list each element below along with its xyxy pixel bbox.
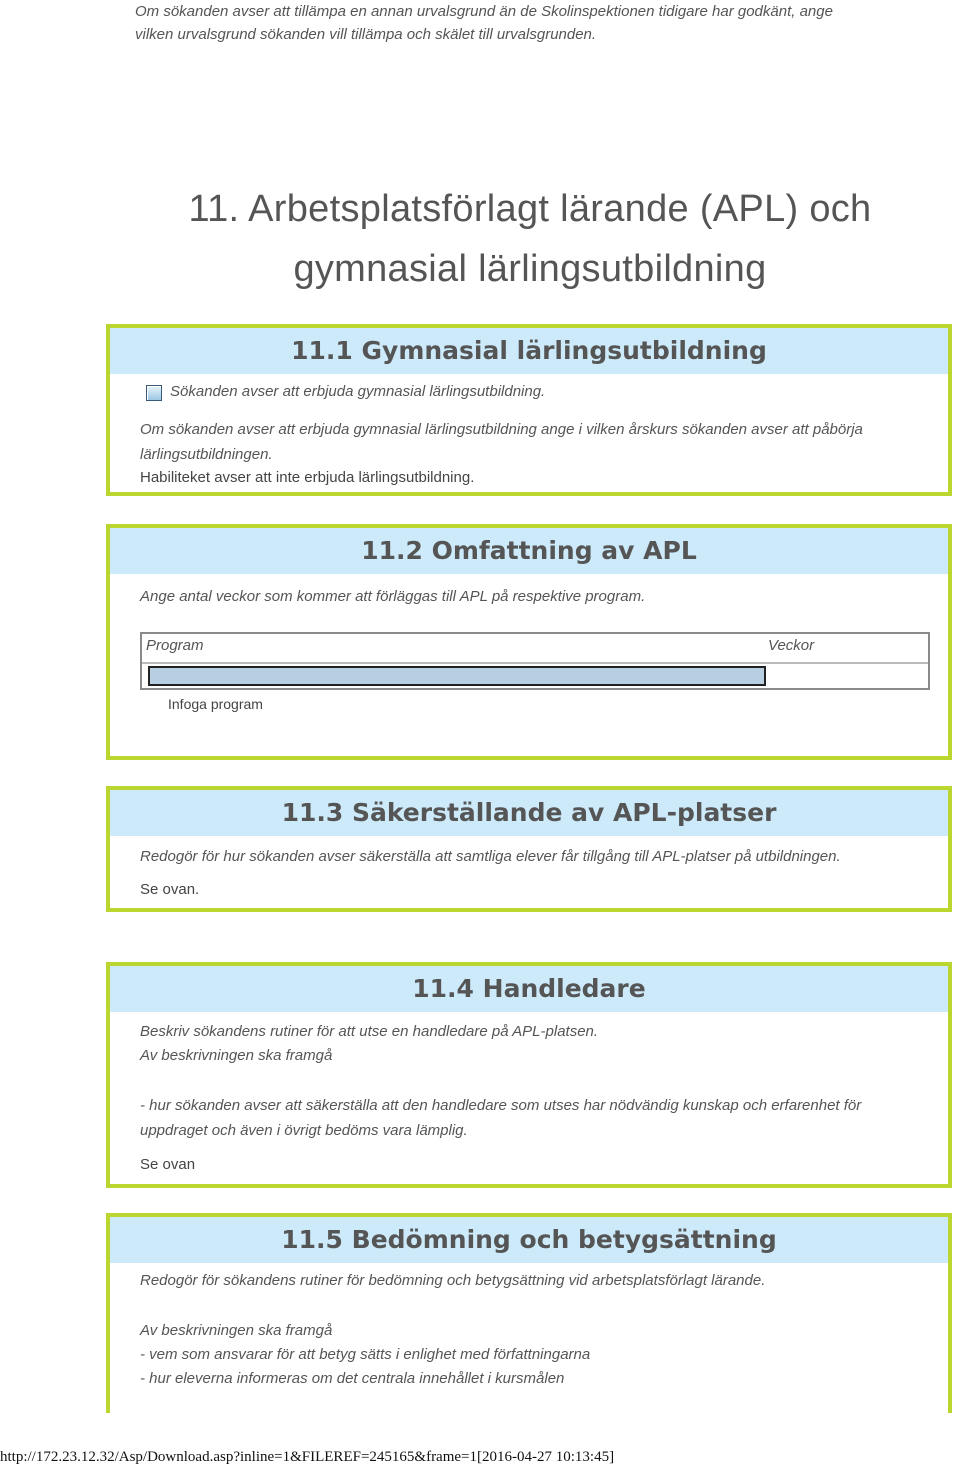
column-header-veckor: Veckor [768, 637, 815, 654]
section-11-2 [106, 524, 952, 760]
section-11-1-title: 11.1 Gymnasial lärlingsutbildning [110, 328, 948, 374]
section-11-3-title: 11.3 Säkerställande av APL-platser [110, 790, 948, 836]
chapter-heading-line-2: gymnasial lärlingsutbildning [293, 248, 767, 290]
section-11-4 [106, 962, 952, 1188]
s5-bullet-2: - hur eleverna informeras om det centrala innehållet i kursmålen [140, 1370, 565, 1387]
section-11-5-title: 11.5 Bedömning och betygsättning [110, 1217, 948, 1263]
s4-bullet-line-2: uppdraget och även i övrigt bedöms vara lämplig. [140, 1122, 468, 1139]
s4-answer[interactable]: Se ovan [140, 1156, 196, 1173]
s4-instruction-line-1: Beskriv sökandens rutiner för att utse en handledare på APL-platsen. [140, 1023, 599, 1040]
s5-sub: Av beskrivningen ska framgå [140, 1322, 333, 1339]
intro-text [135, 0, 935, 46]
column-header-program: Program [146, 637, 204, 654]
s4-instruction-line-2: Av beskrivningen ska framgå [140, 1047, 333, 1064]
section-11-5 [106, 1213, 952, 1413]
section-11-2-title: 11.2 Omfattning av APL [110, 528, 948, 574]
apl-program-table [140, 632, 930, 690]
s5-instruction: Redogör för sökandens rutiner för bedömning och betygsättning vid arbetsplatsförlagt lärande. [140, 1272, 766, 1289]
section-11-4-title: 11.4 Handledare [110, 966, 948, 1012]
s1-answer[interactable]: Habiliteket avser att inte erbjuda lärlingsutbildning. [140, 469, 475, 486]
s3-instruction: Redogör för hur sökanden avser säkerställa att samtliga elever får tillgång till APL-platser på utbildningen. [140, 848, 841, 865]
intro-line-1: Om sökanden avser att tillämpa en annan urvalsgrund än de Skolinspektionen tidigare har godkänt, ange [135, 3, 833, 20]
s1-question-line-2: lärlingsutbildningen. [140, 446, 273, 463]
lärling-checkbox-label: Sökanden avser att erbjuda gymnasial lärlingsutbildning. [170, 383, 546, 400]
intro-line-2: vilken urvalsgrund sökanden vill tillämpa och skälet till urvalsgrunden. [135, 26, 597, 43]
insert-program-link[interactable]: Infoga program [168, 696, 263, 712]
s1-question-line-1: Om sökanden avser att erbjuda gymnasial lärlingsutbildning ange i vilken årskurs sökanden avser att påbörja [140, 421, 863, 438]
footer-url: http://172.23.12.32/Asp/Download.asp?inline=1&FILEREF=245165&frame=1[2016-04-27 10:13:45] [0, 1449, 615, 1465]
program-select-input[interactable] [148, 666, 766, 686]
lärling-checkbox[interactable] [146, 385, 162, 401]
s5-bullet-1: - vem som ansvarar för att betyg sätts i enlighet med författningarna [140, 1346, 591, 1363]
table-header [142, 634, 928, 664]
s3-answer[interactable]: Se ovan. [140, 881, 200, 898]
section-11-1 [106, 324, 952, 496]
section-11-3 [106, 786, 952, 912]
chapter-heading-line-1: 11. Arbetsplatsförlagt lärande (APL) och [188, 188, 872, 230]
s4-bullet-line-1: - hur sökanden avser att säkerställa att den handledare som utses har nödvändig kunskap och erfarenhet för [140, 1097, 862, 1114]
s2-instruction: Ange antal veckor som kommer att förläggas till APL på respektive program. [140, 588, 646, 605]
